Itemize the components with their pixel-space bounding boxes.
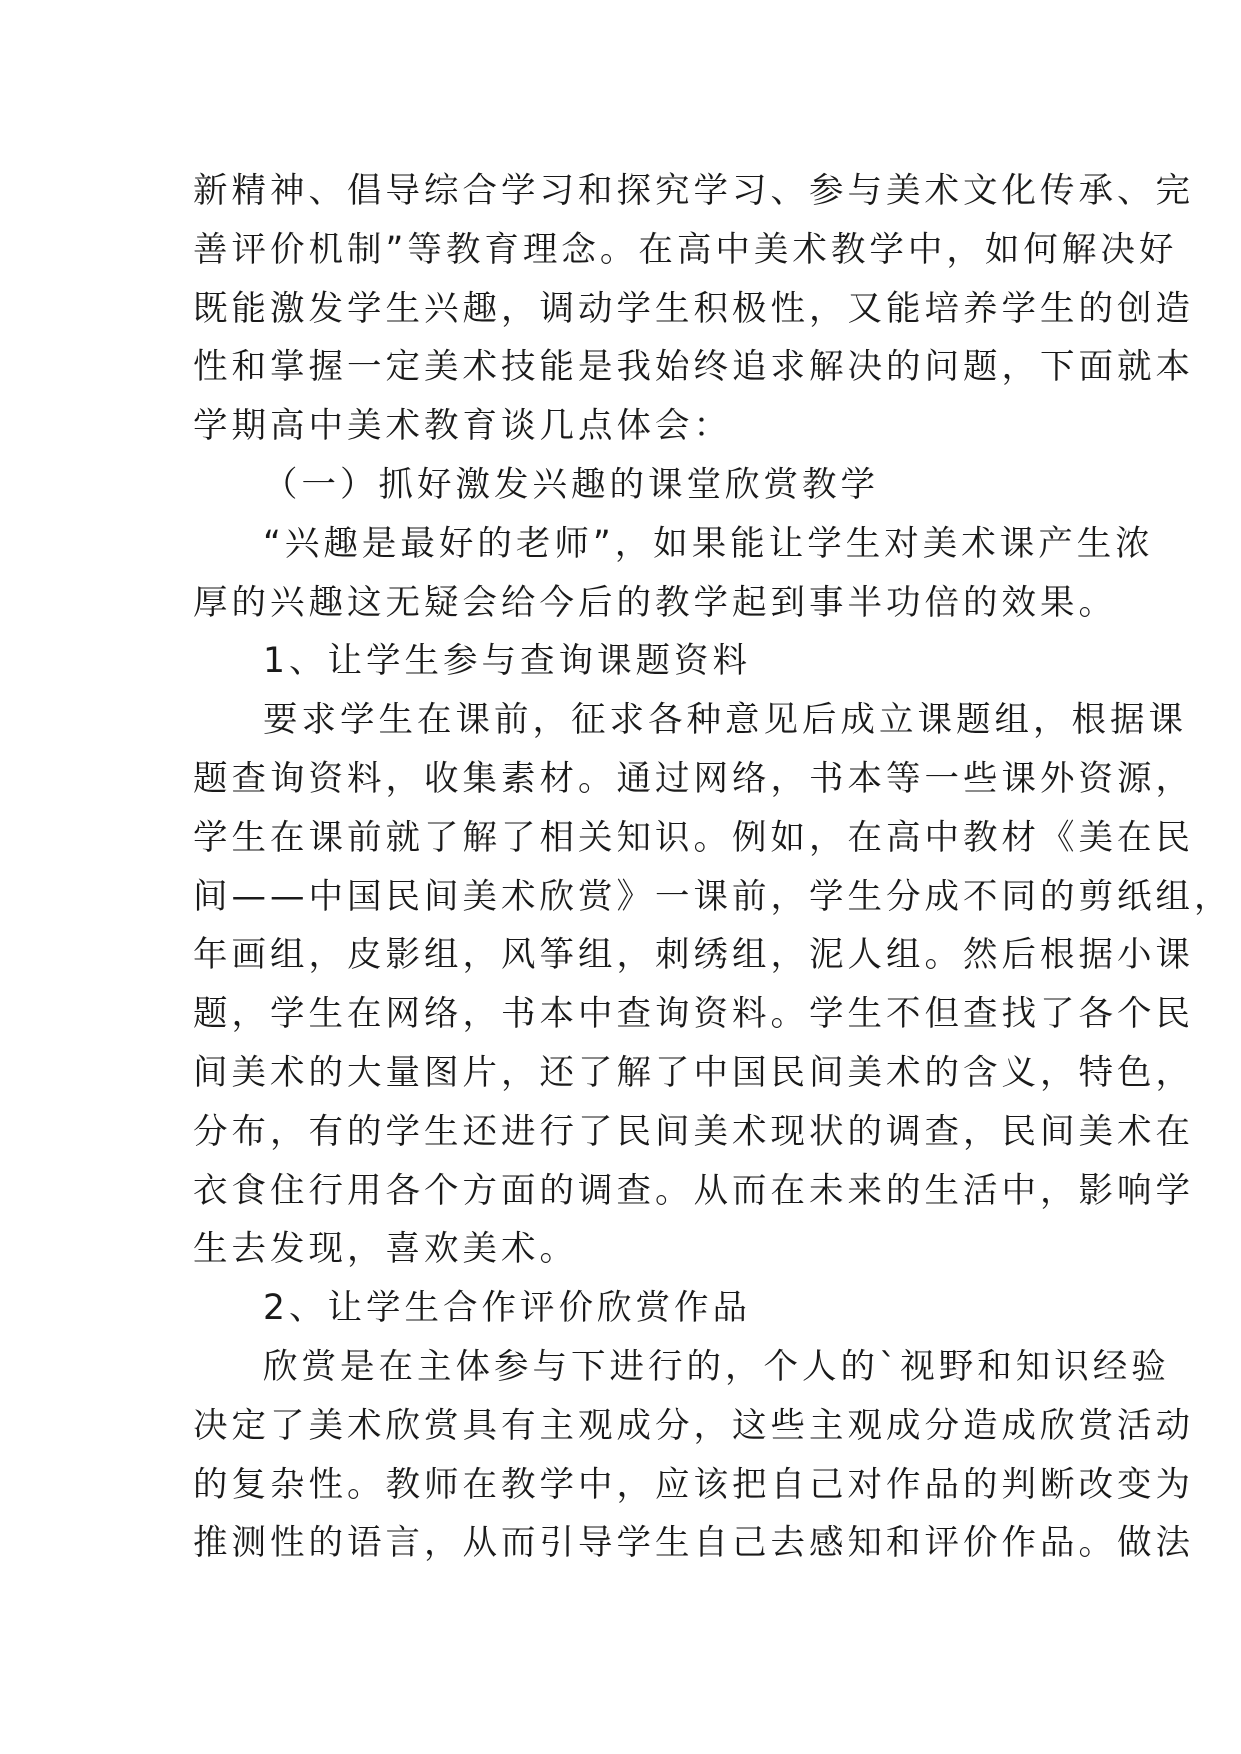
text-line: 学期高中美术教育谈几点体会： [193,406,732,447]
text-line: 学生在课前就了解了相关知识。例如，在高中教材《美在民 [193,817,1194,858]
text-line: 年画组，皮影组，风筝组，刺绣组，泥人组。然后根据小课 [193,935,1194,976]
subsection-heading: 1、让学生参与查询课题资料 [263,641,751,682]
text-line: 题，学生在网络，书本中查询资料。学生不但查找了各个民 [193,994,1194,1035]
text-line: 性和掌握一定美术技能是我始终追求解决的问题，下面就本 [193,347,1194,388]
text-line: 生去发现，喜欢美术。 [193,1229,578,1270]
text-line: 分布，有的学生还进行了民间美术现状的调查，民间美术在 [193,1111,1194,1152]
text-line: 善评价机制”等教育理念。在高中美术教学中，如何解决好 [193,229,1178,270]
text-line: 既能激发学生兴趣，调动学生积极性，又能培养学生的创造 [193,288,1194,329]
section-heading: （一）抓好激发兴趣的课堂欣赏教学 [263,464,879,505]
text-line: 的复杂性。教师在教学中，应该把自己对作品的判断改变为 [193,1464,1194,1505]
text-line: 决定了美术欣赏具有主观成分，这些主观成分造成欣赏活动 [193,1405,1194,1446]
subsection-heading: 2、让学生合作评价欣赏作品 [263,1288,751,1329]
text-line: 间美术的大量图片，还了解了中国民间美术的含义，特色， [193,1052,1194,1093]
body-text [193,162,1233,1573]
text-line: 题查询资料，收集素材。通过网络，书本等一些课外资源， [193,758,1194,799]
text-line: 推测性的语言，从而引导学生自己去感知和评价作品。做法 [193,1523,1194,1564]
text-line: 欣赏是在主体参与下进行的，个人的`视野和知识经验 [263,1346,1170,1387]
text-line: 厚的兴趣这无疑会给今后的教学起到事半功倍的效果。 [193,582,1117,623]
text-line: 要求学生在课前，征求各种意见后成立课题组，根据课 [263,700,1187,741]
text-line: “兴趣是最好的老师”，如果能让学生对美术课产生浓 [263,523,1154,564]
text-line: 衣食住行用各个方面的调查。从而在未来的生活中，影响学 [193,1170,1194,1211]
text-line: 间——中国民间美术欣赏》一课前，学生分成不同的剪纸组， [193,876,1233,917]
text-line: 新精神、倡导综合学习和探究学习、参与美术文化传承、完 [193,171,1194,211]
